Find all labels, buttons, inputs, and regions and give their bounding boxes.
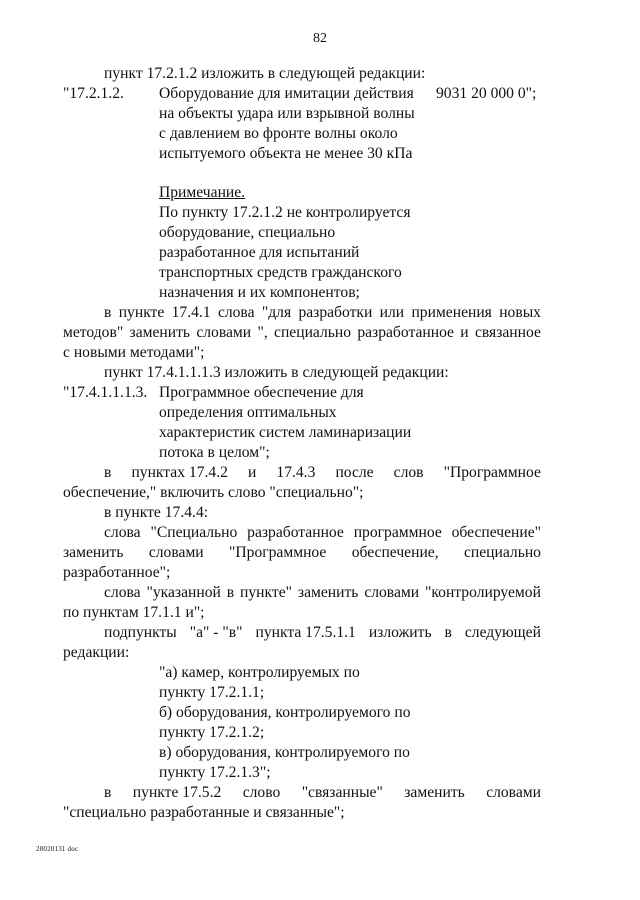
word: заменить <box>297 584 359 601</box>
note-title: Примечание. <box>159 184 246 201</box>
list-item-line: пункту 17.2.1.1; <box>159 684 265 701</box>
word: "а" - "в" <box>189 624 243 641</box>
word: слова <box>104 524 141 541</box>
paragraph-line <box>104 523 541 543</box>
item-code-17-4-1-1-1-3: "17.4.1.1.1.3. <box>63 384 148 401</box>
page-number: 82 <box>313 31 327 46</box>
list-item-line: пункту 17.2.1.2; <box>159 724 265 741</box>
note-line: разработанное для испытаний <box>159 244 360 261</box>
word: разработки <box>298 304 373 321</box>
word: подпункты <box>104 624 177 641</box>
word: обеспечение, <box>351 544 439 561</box>
paragraph-line <box>63 323 541 343</box>
list-item-line: в) оборудования, контролируемого по <box>159 744 410 761</box>
word: изложить <box>368 624 432 641</box>
paragraph-line <box>104 583 541 603</box>
tariff-code: 9031 20 000 0"; <box>436 85 537 102</box>
footer-filename: 28020131 doc <box>36 845 79 853</box>
list-item-line: "а) камер, контролируемых по <box>159 664 360 681</box>
word: применения <box>411 304 492 321</box>
word: специально <box>463 544 541 561</box>
word: словами <box>196 324 252 341</box>
word: пункта 17.5.1.1 <box>255 624 356 641</box>
paragraph-line: редакции: <box>63 644 130 661</box>
paragraph-line <box>104 303 541 323</box>
item-text-line: испытуемого объекта не менее 30 кПа <box>159 145 413 162</box>
word: "Программное <box>229 544 327 561</box>
word: 17.4.3 <box>276 464 316 481</box>
item-text-line: с давлением во фронте волны около <box>159 125 398 142</box>
item-text-line: определения оптимальных <box>159 404 337 421</box>
paragraph-line <box>104 623 541 643</box>
word: слова <box>104 584 141 601</box>
word: и <box>460 324 469 341</box>
item-text-line: характеристик систем ламинаризации <box>159 424 412 441</box>
note-line: транспортных средств гражданского <box>159 264 402 281</box>
paragraph-line: в пункте 17.4.4: <box>104 504 209 521</box>
word: или <box>379 304 405 321</box>
word: пункте" <box>240 584 292 601</box>
paragraph-line: разработанное"; <box>63 564 171 581</box>
word: в <box>104 304 112 321</box>
word: и <box>247 464 257 481</box>
word: словами <box>364 584 420 601</box>
paragraph-line: с новыми методами"; <box>63 344 205 361</box>
paragraph-line <box>104 463 541 483</box>
word: заменить <box>129 324 191 341</box>
note-line: назначения и их компонентов; <box>159 284 360 301</box>
list-item-line: б) оборудования, контролируемого по <box>159 704 411 721</box>
word: слова <box>217 304 255 321</box>
word: пункте <box>118 304 165 321</box>
word: "связанные" <box>301 784 383 801</box>
word: "для <box>261 304 292 321</box>
item-text-line: на объекты удара или взрывной волны <box>159 105 415 122</box>
word: в <box>104 464 112 481</box>
word: связанное <box>474 324 541 341</box>
word: "контролируемой <box>425 584 541 601</box>
word: "указанной <box>146 584 221 601</box>
paragraph-line <box>104 783 541 803</box>
word: в <box>444 624 452 641</box>
word: словами <box>486 784 541 801</box>
word: после <box>335 464 374 481</box>
note-line: оборудование, специально <box>159 224 336 241</box>
item-text-line: Оборудование для имитации действия <box>159 85 414 102</box>
word: новых <box>499 304 541 321</box>
word: в <box>226 584 235 601</box>
paragraph-line: по пунктам 17.1.1 и"; <box>63 604 205 621</box>
word: пунктах 17.4.2 <box>131 464 228 481</box>
paragraph-line: "специально разработанные и связанные"; <box>63 804 345 821</box>
word: 17.4.1 <box>171 304 211 321</box>
item-text-line: Программное обеспечение для <box>159 384 364 401</box>
note-line: По пункту 17.2.1.2 не контролируется <box>159 204 411 221</box>
amendment-intro-17-2-1-2: пункт 17.2.1.2 изложить в следующей редакции: <box>104 65 426 82</box>
word: обеспечение" <box>451 524 541 541</box>
paragraph-line: обеспечение," включить слово "специально"; <box>63 484 364 501</box>
word: разработанное <box>357 324 454 341</box>
word: "Программное <box>443 464 541 481</box>
amendment-intro-17-4-1-1-1-3: пункт 17.4.1.1.1.3 изложить в следующей редакции: <box>104 364 449 381</box>
word: слово <box>242 784 281 801</box>
word: пункте 17.5.2 <box>132 784 222 801</box>
word: разработанное <box>247 524 344 541</box>
word: следующей <box>464 624 541 641</box>
word: ", <box>257 324 268 341</box>
item-text-line: потока в целом"; <box>159 444 270 461</box>
list-item-line: пункту 17.2.1.3"; <box>159 764 271 781</box>
word: программное <box>353 524 442 541</box>
word: заменить <box>404 784 465 801</box>
word: специально <box>274 324 352 341</box>
word: заменить <box>63 544 124 561</box>
word: "Специально <box>150 524 238 541</box>
word: слов <box>393 464 424 481</box>
word: в <box>104 784 112 801</box>
item-code-17-2-1-2: "17.2.1.2. <box>63 85 124 102</box>
word: методов" <box>63 324 124 341</box>
paragraph-line <box>63 543 541 563</box>
word: словами <box>148 544 204 561</box>
